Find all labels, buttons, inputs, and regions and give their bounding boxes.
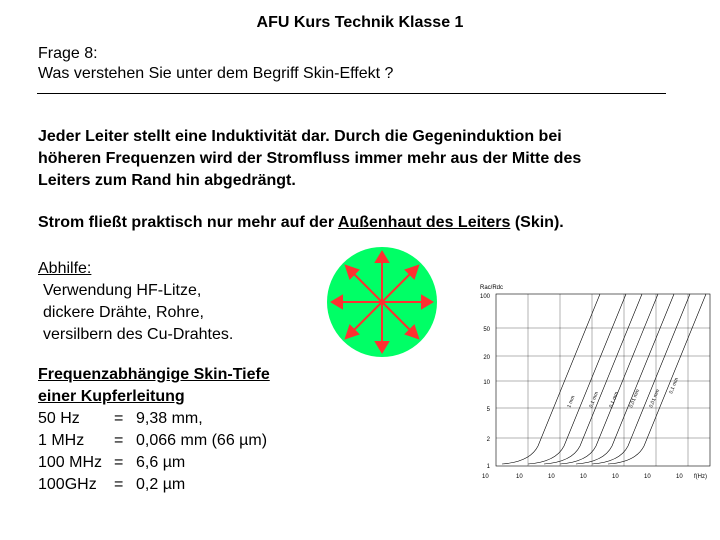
answer-line-3: Leiters zum Rand hin abgedrängt.: [38, 172, 296, 189]
y-tick: 10: [483, 380, 490, 386]
x-axis-label: f(Hz): [694, 474, 707, 480]
skin-depth-row: 1 MHz = 0,066 mm (66 µm): [38, 432, 268, 449]
skin-effect-graph: [472, 276, 720, 486]
skin-statement: [38, 212, 564, 234]
skin-depth-row: 100 MHz = 6,6 µm: [38, 454, 186, 471]
question-text: Was verstehen Sie unter dem Begriff Skin-Effekt ?: [38, 65, 394, 82]
curve-label: 0,01 mm: [628, 388, 642, 409]
graph-y-label: Rac/Rdc: [480, 285, 504, 291]
remedy-item: versilbern des Cu-Drahtes.: [43, 326, 234, 343]
curve-label: 0,01 mm: [648, 388, 662, 409]
x-tick: 10: [644, 474, 651, 480]
x-tick: 10: [580, 474, 587, 480]
skin-depth-heading-1: Frequenzabhängige Skin-Tiefe: [38, 366, 270, 383]
current-arrows: [332, 252, 432, 352]
x-tick: 10: [676, 474, 683, 480]
y-tick: 50: [483, 327, 490, 333]
page-title: AFU Kurs Technik Klasse 1: [256, 14, 464, 31]
answer-line-1: Jeder Leiter stellt eine Induktivität dar. Durch die Gegeninduktion bei: [38, 128, 562, 145]
divider: [37, 93, 666, 94]
x-tick: 10: [482, 474, 489, 480]
y-tick: 5: [486, 407, 490, 413]
remedy-heading: Abhilfe:: [38, 260, 92, 277]
skin-depth-heading-2: einer Kupferleitung: [38, 388, 185, 405]
skin-suffix: (Skin).: [510, 214, 564, 231]
remedy-item: Verwendung HF-Litze,: [43, 282, 202, 299]
y-tick: 20: [483, 355, 490, 361]
skin-prefix: Strom fließt praktisch nur mehr auf der: [38, 214, 338, 231]
skin-depth-row: 50 Hz = 9,38 mm,: [38, 410, 203, 427]
x-tick: 10: [548, 474, 555, 480]
conductor-cross-section: [325, 246, 439, 358]
answer-line-2: höheren Frequenzen wird der Stromfluss immer mehr aus der Mitte des: [38, 150, 582, 167]
curve-label: 0,1 mm: [668, 377, 681, 395]
y-tick: 1: [486, 464, 490, 470]
curve-label: 1 mm: [566, 394, 577, 409]
x-tick: 10: [516, 474, 523, 480]
skin-underlined: Außenhaut des Leiters: [337, 214, 511, 231]
x-tick: 10: [612, 474, 619, 480]
question-number: Frage 8:: [38, 45, 98, 62]
y-tick: 2: [486, 437, 490, 443]
remedy-item: dickere Drähte, Rohre,: [43, 304, 204, 321]
y-tick: 100: [479, 294, 490, 300]
curve-label: 0,1 mm: [608, 391, 621, 409]
curve-label: 0,1 mm: [588, 391, 601, 409]
skin-depth-row: 100GHz = 0,2 µm: [38, 476, 186, 493]
